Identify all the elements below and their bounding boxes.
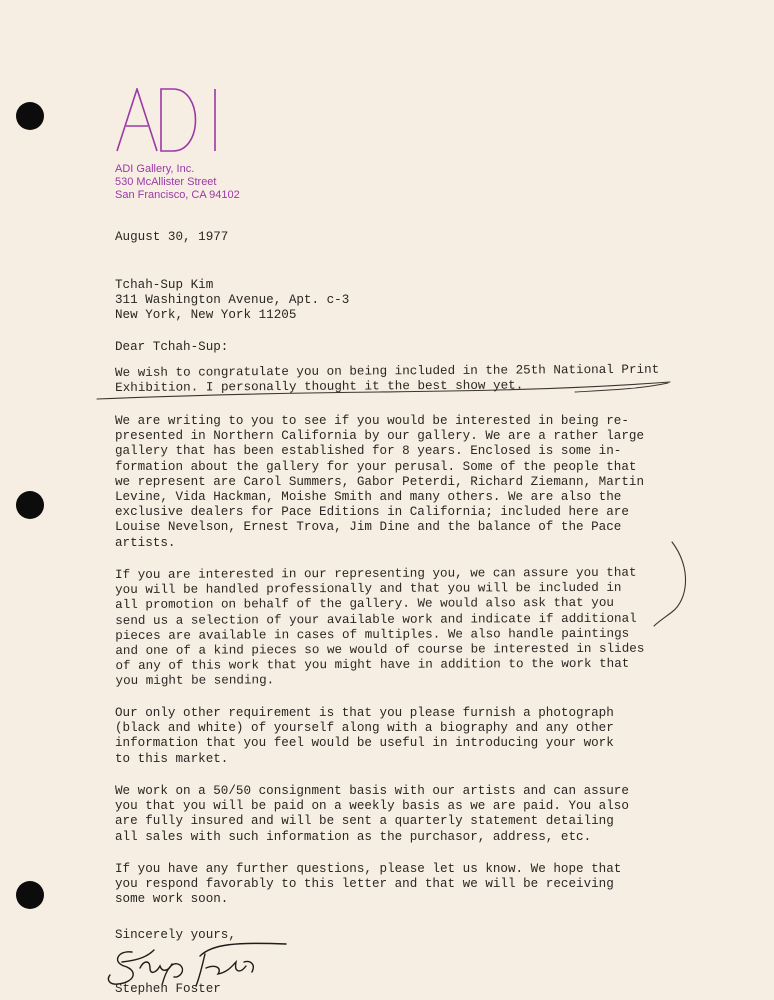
text-line: are fully insured and will be sent a quarterly statement detailing	[115, 814, 614, 829]
paragraph-requirements	[115, 706, 614, 767]
text-line: you that you will be paid on a weekly basis as we are paid. You also	[115, 799, 629, 814]
signer-name: Stephen Foster	[115, 982, 221, 996]
text-line: you might be sending.	[115, 673, 275, 689]
text-line: all promotion on behalf of the gallery. We would also ask that you	[115, 596, 614, 613]
recipient-name: Tchah-Sup Kim	[115, 278, 214, 292]
text-line: all sales with such information as the purchasor, address, etc.	[115, 829, 592, 844]
recipient-street: 311 Washington Avenue, Apt. c-3	[115, 293, 350, 308]
text-line: and one of a kind pieces so we would of course be interested in slides	[115, 641, 645, 659]
salutation: Dear Tchah-Sup:	[115, 340, 229, 354]
text-line: send us a selection of your available work and indicate if additional	[115, 611, 637, 628]
text-line: pieces are available in cases of multiples. We also handle paintings	[115, 626, 630, 643]
closing-line: Sincerely yours,	[115, 928, 236, 942]
text-line: If you are interested in our representing you, we can assure you that	[115, 565, 637, 582]
paragraph-closing	[115, 862, 621, 908]
text-line: Exhibition. I personally thought it the best show yet.	[115, 378, 524, 396]
text-line: you will be handled professionally and that you will be included in	[115, 580, 622, 598]
recipient-address	[115, 278, 349, 324]
text-line: Levine, Vida Hackman, Moishe Smith and many others. We are also the	[115, 490, 622, 505]
text-line: we represent are Carol Summers, Gabor Peterdi, Richard Ziemann, Martin	[115, 474, 645, 489]
text-line: to this market.	[115, 751, 229, 766]
text-line: We are writing to you to see if you would be interested in being re-	[115, 414, 629, 428]
text-line: formation about the gallery for your perusal. Some of the people that	[115, 459, 637, 474]
adi-logo	[115, 88, 223, 152]
text-line: of any of this work that you might have in addition to the work that	[115, 656, 630, 674]
text-line: (black and white) of yourself along with a biography and any other	[115, 721, 614, 736]
signature-mark	[108, 943, 286, 986]
margin-bracket	[654, 542, 686, 626]
text-line: gallery that has been established for 8 years. Enclosed is some in-	[115, 444, 622, 459]
text-line: artists.	[115, 535, 176, 550]
recipient-city: New York, New York 11205	[115, 308, 297, 323]
text-line: If you have any further questions, please let us know. We hope that	[115, 862, 622, 876]
punch-hole	[16, 881, 44, 909]
text-line: We work on a 50/50 consignment basis with our artists and can assure	[115, 784, 629, 798]
gallery-street: 530 McAllister Street	[115, 176, 217, 188]
text-line: some work soon.	[115, 892, 229, 907]
letterhead-address	[115, 163, 240, 202]
text-line: presented in Northern California by our gallery. We are a rather large	[115, 429, 645, 444]
text-line: Our only other requirement is that you please furnish a photograph	[115, 706, 614, 720]
paragraph-congratulations	[115, 363, 659, 397]
text-line: you respond favorably to this letter and that we will be receiving	[115, 877, 614, 892]
punch-hole	[16, 491, 44, 519]
text-line: We wish to congratulate you on being included in the 25th National Print	[115, 362, 660, 380]
paragraph-consignment	[115, 784, 629, 845]
text-line: Louise Nevelson, Ernest Trova, Jim Dine and the balance of the Pace	[115, 520, 622, 535]
gallery-city: San Francisco, CA 94102	[115, 189, 240, 201]
text-line: information that you feel would be useful in introducing your work	[115, 736, 614, 751]
gallery-name: ADI Gallery, Inc.	[115, 163, 195, 175]
punch-hole	[16, 102, 44, 130]
paragraph-representation	[115, 414, 644, 551]
paragraph-terms	[115, 566, 645, 690]
text-line: exclusive dealers for Pace Editions in California; included here are	[115, 505, 629, 520]
letter-date: August 30, 1977	[115, 230, 229, 244]
